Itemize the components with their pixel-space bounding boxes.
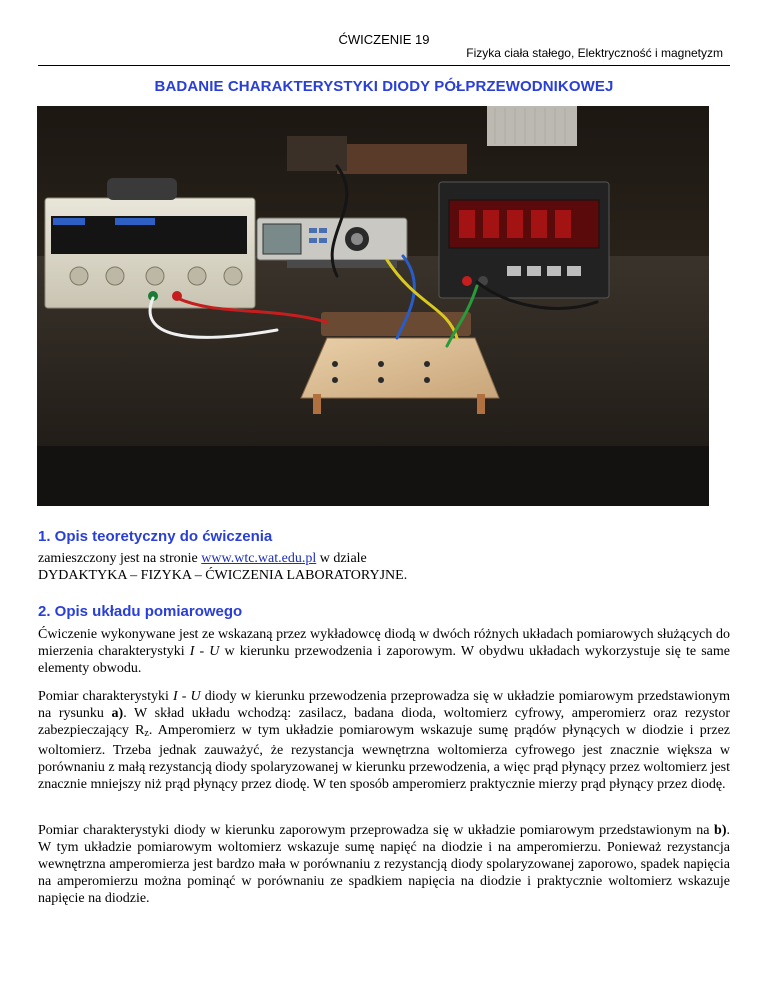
- paragraph-3: [38, 822, 730, 907]
- section-1-heading: 1. Opis teoretyczny do ćwiczenia: [38, 528, 273, 545]
- header-exercise-number: ĆWICZENIE 19: [338, 32, 430, 47]
- p2-subscript: z: [144, 728, 149, 739]
- website-link[interactable]: www.wtc.wat.edu.pl: [201, 551, 317, 566]
- section-1-path: DYDAKTYKA – FIZYKA – ĆWICZENIA LABORATORYJNE.: [38, 568, 408, 583]
- section-1-text-after: w dziale: [316, 551, 367, 566]
- p2-text-b: -: [177, 689, 191, 704]
- p1-symbol-i: I: [189, 644, 195, 659]
- p2-figure-ref: a): [111, 706, 124, 721]
- p3-figure-ref: b): [714, 823, 727, 838]
- p2-text-d: . W skład układu wchodzą: zasilacz, badana dioda, woltomierz cyfrowy, amperomierz oraz rezystor zabezpieczający R: [38, 706, 730, 738]
- p2-text-e: . Amperomierz w tym układzie pomiarowym wskazuje sumę prądów płynących w diodzie i przez woltomierz. Trzeba jednak zauważyć, że rezystancja wewnętrzna woltomierza cyfrowego jest znacznie większa w porównaniu z małą rezystancją diody spolaryzowanej w kierunku przewodzenia, a więc prąd płynący przez woltomierz jest znacznie mniejszy niż prąd płynący przez diodę. W ten sposób amperomierz praktycznie mierzy prąd płynący przez diodę.: [38, 723, 731, 792]
- section-1-text-before: zamieszczony jest na stronie: [38, 551, 202, 566]
- section-2-heading: 2. Opis układu pomiarowego: [38, 603, 243, 620]
- digital-voltmeter: [439, 182, 609, 298]
- paragraph-2: [38, 688, 730, 793]
- paragraph-1: [38, 626, 730, 677]
- p1-text-b: -: [194, 644, 210, 659]
- power-supply: [45, 178, 255, 308]
- p2-symbol-i: I: [172, 689, 178, 704]
- p3-text-b: . W tym układzie pomiarowym woltomierz wskazuje sumę napięć na diodzie i na amperomierzu. Ponieważ rezystancja wewnętrzna amperomierza jest bardzo mała w porównaniu z rezystancją diody spolaryzowanej zaporowo, spadek napięcia na amperomierzu można pominąć w porównaniu ze spadkiem napięcia na diodzie i praktycznie woltomierz wskazuje napięcie na diodzie.: [38, 823, 730, 906]
- p2-text-a: Pomiar charakterystyki: [38, 689, 173, 704]
- header-divider: [38, 65, 730, 66]
- p1-text-a: Ćwiczenie wykonywane jest ze wskazaną przez wykładowcę diodą w dwóch różnych układach pomiarowych służących do mierzenia charakterystyki: [38, 627, 730, 659]
- p3-text-a: Pomiar charakterystyki diody w kierunku zaporowym przeprowadza się w układzie pomiarowym przedstawionym na: [38, 823, 715, 838]
- p1-text-c: w kierunku przewodzenia i zaporowym. W obydwu układach wykorzystuje się te same elementy obwodu.: [38, 644, 730, 676]
- lab-setup-photo: [37, 106, 709, 506]
- section-1-text: [38, 550, 730, 584]
- p2-symbol-u: U: [190, 689, 201, 704]
- lab-setup-illustration: [37, 106, 709, 506]
- document-title: BADANIE CHARAKTERYSTYKI DIODY PÓŁPRZEWODNIKOWEJ: [154, 78, 614, 95]
- p1-symbol-u: U: [209, 644, 220, 659]
- header-subject: Fizyka ciała stałego, Elektryczność i magnetyzm: [466, 46, 723, 60]
- p2-text-c: diody w kierunku przewodzenia przeprowadza się w układzie pomiarowym przedstawionym na rysunku: [38, 689, 730, 721]
